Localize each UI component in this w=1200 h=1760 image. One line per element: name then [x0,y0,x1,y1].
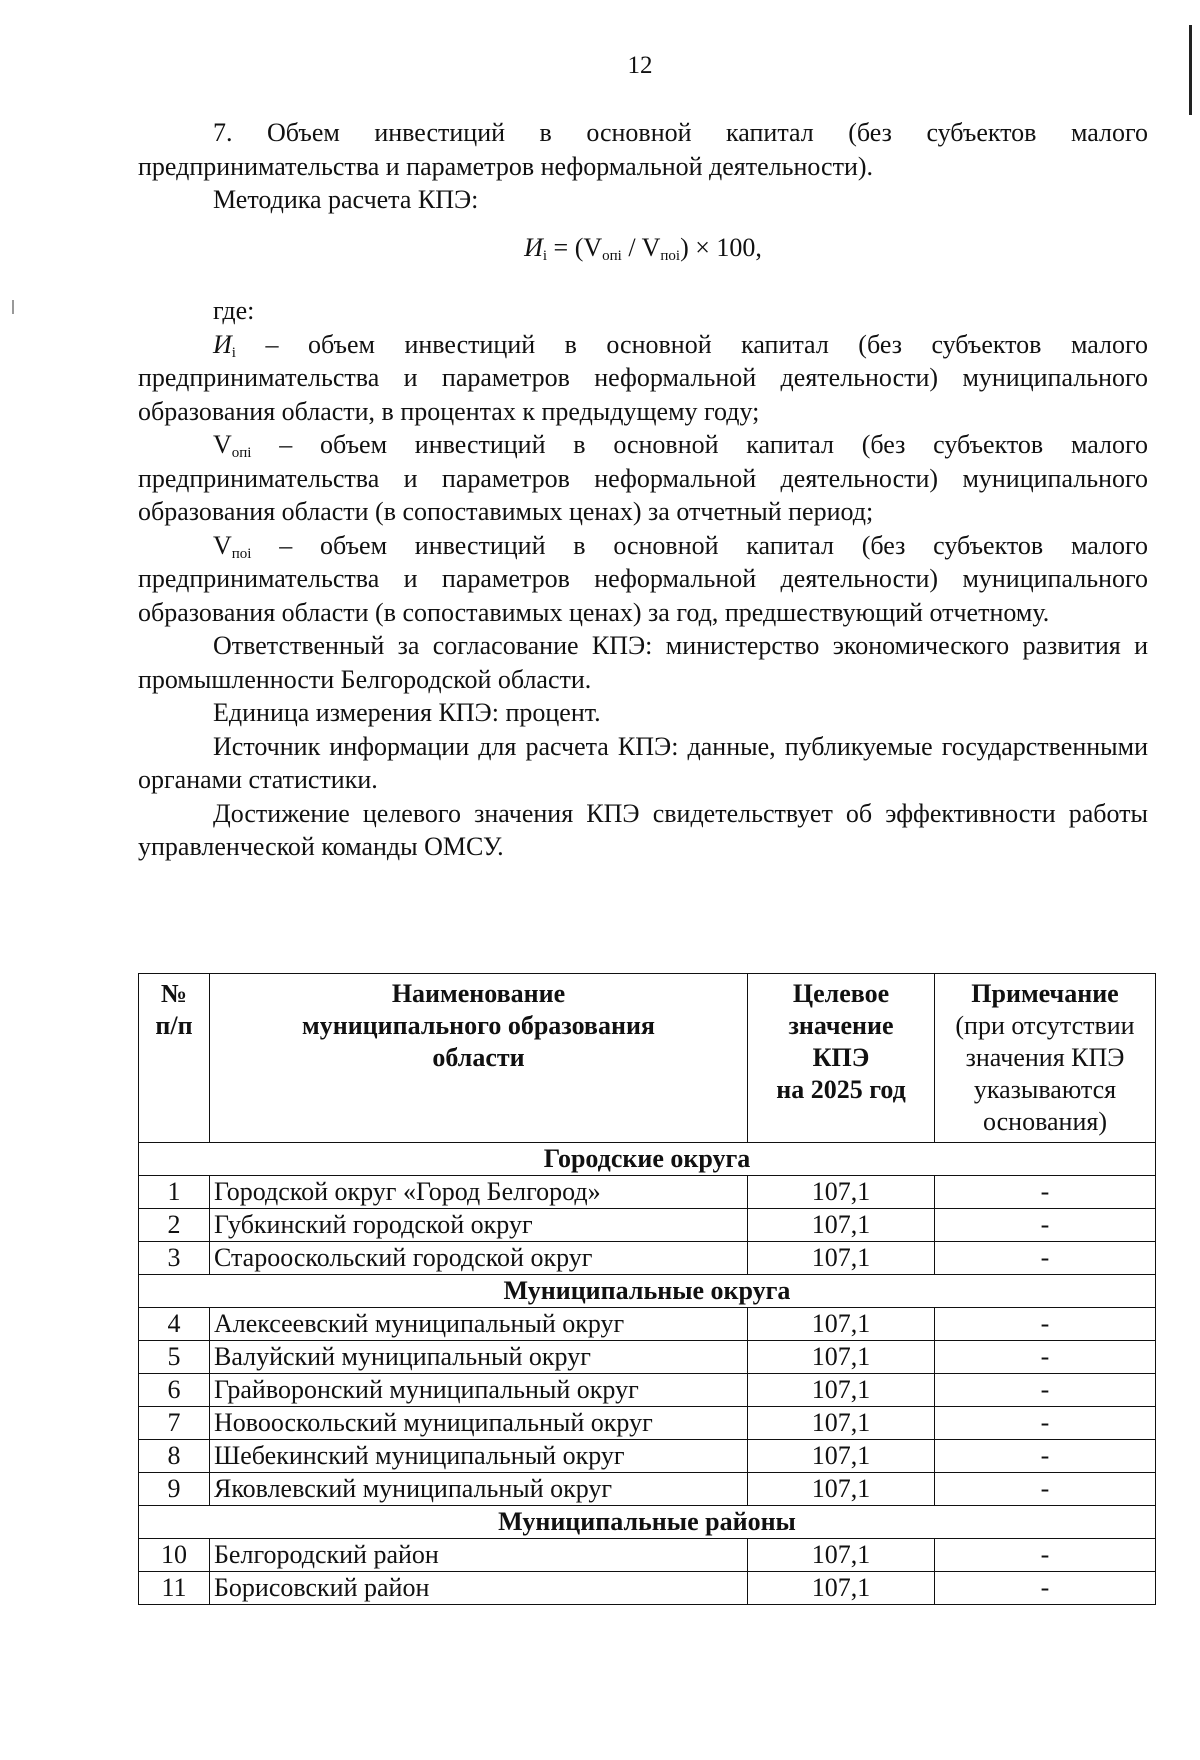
table-header-row [139,974,1156,1143]
scan-edge-line [1189,25,1192,115]
definition-text: – объем инвестиций в основной капитал (без субъектов малого предпринимательства и параметров неформальной деятельности) муниципального образования области, в процентах к предыдущему году; [138,329,1148,426]
table-row [139,1572,1156,1605]
row-num: 10 [139,1539,210,1572]
row-num: 4 [139,1308,210,1341]
table-row [139,1176,1156,1209]
definition-symbol: V [213,530,232,560]
row-name: Городской округ «Город Белгород» [210,1176,748,1209]
table-row [139,1308,1156,1341]
table-row [139,1440,1156,1473]
unit-text: Единица измерения КПЭ: процент. [213,698,601,727]
row-num: 7 [139,1407,210,1440]
group-title: Муниципальные районы [139,1506,1156,1539]
formula [138,231,1148,265]
row-name: Новооскольский муниципальный округ [210,1407,748,1440]
definition-sub: поi [231,545,252,562]
row-name: Старооскольский городской округ [210,1242,748,1275]
table-row [139,1539,1156,1572]
definition-item [138,428,1148,529]
definition-symbol: И [213,329,232,359]
definition-sub: i [231,344,236,361]
methodology-label: Методика расчета КПЭ: [213,185,479,214]
row-name: Валуйский муниципальный округ [210,1341,748,1374]
responsible-text: Ответственный за согласование КПЭ: министерство экономического развития и промышленности Белгородской области. [138,631,1148,694]
page-number: 12 [627,52,653,79]
formula-slash: / V [621,232,661,262]
definition-sub: опi [231,445,252,461]
row-value: 107,1 [748,1440,935,1473]
row-note: - [935,1374,1156,1407]
source-text: Источник информации для расчета КПЭ: данные, публикуемые государственными органами статистики. [138,731,1148,794]
row-num: 11 [139,1572,210,1605]
row-num: 5 [139,1341,210,1374]
row-name: Борисовский район [210,1572,748,1605]
table-row [139,1407,1156,1440]
group-row [139,1506,1156,1539]
definition-text: – объем инвестиций в основной капитал (без субъектов малого предпринимательства и параметров неформальной деятельности) муниципального образования области (в сопоставимых ценах) за отчетный период; [138,430,1148,526]
formula-lhs-sub: i [542,247,548,264]
row-value: 107,1 [748,1539,935,1572]
row-name: Алексеевский муниципальный округ [210,1308,748,1341]
section-title: 7. Объем инвестиций в основной капитал (без субъектов малого предпринимательства и параметров неформальной деятельности). [138,118,1148,181]
row-num: 9 [139,1473,210,1506]
row-num: 6 [139,1374,210,1407]
header-note: Примечание (при отсутствии значения КПЭ указываются основания) [935,974,1156,1143]
formula-sub1: опi [602,247,622,264]
row-name: Грайворонский муниципальный округ [210,1374,748,1407]
group-title: Муниципальные округа [139,1275,1156,1308]
definition-text: – объем инвестиций в основной капитал (без субъектов малого предпринимательства и параметров неформальной деятельности) муниципального образования области (в сопоставимых ценах) за год, предшествующий отчетному. [138,530,1148,627]
formula-sub2: поi [660,247,681,264]
row-value: 107,1 [748,1308,935,1341]
header-target: Целевое значение КПЭ на 2025 год [748,974,935,1143]
row-value: 107,1 [748,1176,935,1209]
row-note: - [935,1473,1156,1506]
row-value: 107,1 [748,1572,935,1605]
table-row [139,1374,1156,1407]
row-num: 1 [139,1176,210,1209]
table-row [139,1242,1156,1275]
table-row [139,1209,1156,1242]
row-value: 107,1 [748,1341,935,1374]
row-note: - [935,1341,1156,1374]
row-num: 8 [139,1440,210,1473]
row-note: - [935,1308,1156,1341]
definition-symbol: V [213,430,232,459]
group-row [139,1275,1156,1308]
header-name: Наименование муниципального образования области [210,974,748,1143]
row-note: - [935,1209,1156,1242]
row-value: 107,1 [748,1407,935,1440]
header-num: № п/п [139,974,210,1143]
row-num: 3 [139,1242,210,1275]
table-row [139,1473,1156,1506]
kpe-table [138,973,1156,1605]
row-value: 107,1 [748,1209,935,1242]
scan-artifact [12,300,14,314]
formula-lhs: И [524,232,543,262]
row-note: - [935,1176,1156,1209]
row-value: 107,1 [748,1374,935,1407]
achievement-text: Достижение целевого значения КПЭ свидетельствует об эффективности работы управленческой команды ОМСУ. [138,798,1148,861]
row-value: 107,1 [748,1242,935,1275]
document-body [138,116,1148,864]
where-label: где: [213,296,255,325]
row-note: - [935,1407,1156,1440]
formula-eq-open: = (V [547,232,603,262]
row-note: - [935,1572,1156,1605]
row-value: 107,1 [748,1473,935,1506]
group-title: Городские округа [139,1143,1156,1176]
row-note: - [935,1440,1156,1473]
group-row [139,1143,1156,1176]
definition-item [138,529,1148,630]
formula-tail: ) × 100, [680,232,762,262]
row-name: Губкинский городской округ [210,1209,748,1242]
definition-item [138,328,1148,429]
table-row [139,1341,1156,1374]
row-note: - [935,1539,1156,1572]
row-name: Яковлевский муниципальный округ [210,1473,748,1506]
row-name: Шебекинский муниципальный округ [210,1440,748,1473]
row-num: 2 [139,1209,210,1242]
row-note: - [935,1242,1156,1275]
row-name: Белгородский район [210,1539,748,1572]
